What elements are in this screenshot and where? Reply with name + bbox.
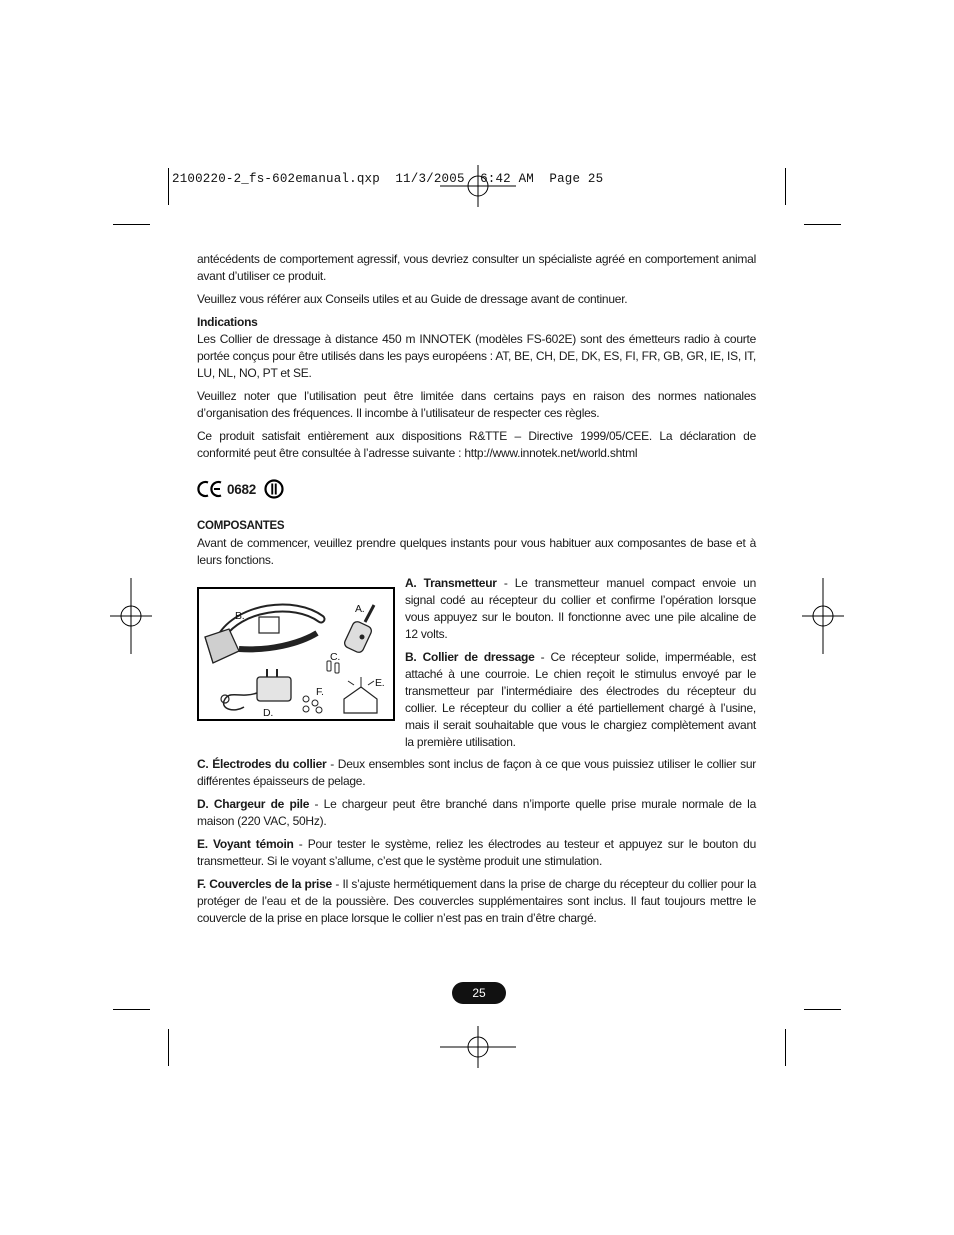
- component-item: [405, 575, 756, 643]
- crop-mark: [168, 1029, 169, 1066]
- component-description: - Deux ensembles sont inclus de façon à ce que vous puissiez utiliser le collier sur différentes épaisseurs de pelage.: [197, 757, 757, 788]
- crop-mark: [785, 168, 786, 205]
- component-description: - Le chargeur peut être branché dans n’importe quelle prise murale normale de la maison (220 VAC, 50Hz).: [197, 797, 756, 828]
- alert-circle-icon: [264, 479, 284, 499]
- component-description: - Le transmetteur manuel compact envoie un signal codé au récepteur du collier et confirme l’opération lorsque vous appuyez sur le bouton. Il fonctionne avec une pile alcaline de 12 volts.: [405, 576, 756, 641]
- component-term: B. Collier de dressage: [405, 650, 535, 664]
- component-description: - Il s’ajuste hermétiquement dans la prise de charge du récepteur du collier pour la protéger de l’eau et de la poussière. Des couvercles supplémentaires sont inclus. Il faut toujours mettre le couvercle de la prise en place lorsque le collier n’est pas en train d’être chargé.: [197, 877, 757, 925]
- certification-marks: [197, 478, 756, 500]
- component-item: [197, 796, 756, 830]
- slug-file: 2100220-2_fs-602emanual.qxp: [172, 172, 380, 186]
- components-illustration: [197, 587, 395, 721]
- components-figure-row: [197, 575, 756, 750]
- crop-mark: [785, 1029, 786, 1066]
- figure-label-a: A.: [355, 603, 365, 615]
- components-ab-text: [405, 575, 756, 757]
- page-number-badge: 25: [452, 982, 506, 1004]
- indications-heading: Indications: [197, 315, 258, 329]
- ce-notified-body-code: 0682: [227, 481, 257, 497]
- page-content: [197, 251, 756, 933]
- crop-mark: [113, 224, 150, 225]
- component-term: C. Électrodes du collier: [197, 757, 327, 771]
- paragraph: Veuillez vous référer aux Conseils utiles et au Guide de dressage avant de continuer.: [197, 292, 628, 306]
- component-description: - Pour tester le système, reliez les électrodes au testeur et appuyez sur le bouton du transmetteur. Si le voyant s’allume, c’est que le système produit une stimulation.: [197, 837, 756, 868]
- component-item: [197, 836, 756, 870]
- composantes-heading: COMPOSANTES: [197, 520, 285, 532]
- registration-mark-bottom: [440, 1026, 516, 1068]
- crop-mark: [804, 1009, 841, 1010]
- slug-date: 11/3/2005: [395, 172, 465, 186]
- component-item: [197, 756, 756, 790]
- slug-time: 6:42 AM: [480, 172, 534, 186]
- component-term: A. Transmetteur: [405, 576, 497, 590]
- component-term: E. Voyant témoin: [197, 837, 294, 851]
- figure-label-c: C.: [330, 651, 340, 663]
- paragraph: Ce produit satisfait entièrement aux dispositions R&TTE – Directive 1999/05/CEE. La déclaration de conformité peut être consultée à l’adresse suivante : http://www.innotek.net/world.shtml: [197, 429, 756, 460]
- component-item: [197, 876, 756, 927]
- paragraph: Veuillez noter que l’utilisation peut être limitée dans certains pays en raison des normes nationales d’organisation des fréquences. Il incombe à l’utilisateur de respecter ces règles.: [197, 389, 756, 420]
- slug-page: Page 25: [549, 172, 604, 186]
- crop-mark: [168, 168, 169, 205]
- crop-mark: [113, 1009, 150, 1010]
- crop-mark: [804, 224, 841, 225]
- registration-mark-right: [802, 578, 844, 654]
- figure-label-f: F.: [316, 686, 324, 698]
- figure-label-b: B.: [235, 610, 245, 622]
- print-slug: [172, 172, 603, 186]
- component-description: - Ce récepteur solide, imperméable, est attaché à une courroie. Le chien reçoit le stimulus envoyé par le transmetteur par l’intermédiaire des électrodes du récepteur du collier. Le récepteur du collier a été partiellement chargé à l’usine, mais il serait souhaitable que vous le chargiez complètement avant la première utilisation.: [405, 650, 757, 749]
- figure-label-d: D.: [263, 707, 273, 719]
- composantes-intro: Avant de commencer, veuillez prendre quelques instants pour vous habituer aux composantes de base et à leurs fonctions.: [197, 536, 756, 567]
- paragraph: Les Collier de dressage à distance 450 m INNOTEK (modèles FS-602E) sont des émetteurs radio à courte portée conçus pour être utilisés dans les pays européens : AT, BE, CH, DE, DK, ES, FI, FR, GB, GR, IE, IS, IT, LU, NL, NO, PT et SE.: [197, 332, 756, 380]
- figure-label-e: E.: [375, 677, 385, 689]
- component-term: F. Couvercles de la prise: [197, 877, 332, 891]
- component-term: D. Chargeur de pile: [197, 797, 310, 811]
- paragraph: antécédents de comportement agressif, vous devriez consulter un spécialiste agréé en comportement animal avant d’utiliser ce produit.: [197, 252, 756, 283]
- registration-mark-left: [110, 578, 152, 654]
- component-item: [405, 649, 756, 751]
- ce-mark-icon: [197, 480, 223, 498]
